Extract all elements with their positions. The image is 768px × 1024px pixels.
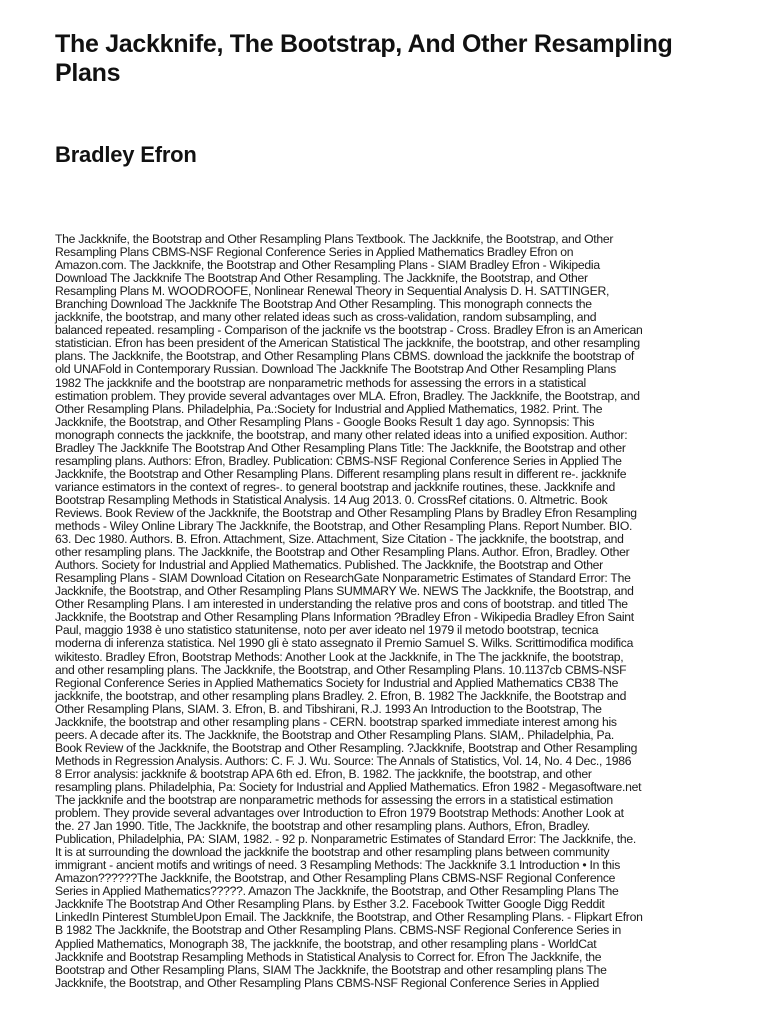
body-text-line: jackknife, the bootstrap, and other resampling plans Bradley. 2. Efron, B. 1982 The Jackknife, the Bootstrap and bbox=[55, 688, 627, 703]
body-text-line: Publication, Philadelphia, PA: SIAM, 1982. - 92 p. Nonparametric Estimates of Standard Error: The Jackknife, the. bbox=[55, 832, 636, 847]
body-text-line: Jackknife, the bootstrap and other resampling plans - CERN. bootstrap sparked immediate interest among his bbox=[55, 714, 617, 729]
body-text-line: Other Resampling Plans. I am interested in understanding the relative pros and cons of bootstrap. and titled The bbox=[55, 597, 628, 612]
body-text-line: 8 Error analysis: jackknife & bootstrap APA 6th ed. Efron, B. 1982. The jackknife, the bootstrap, and other bbox=[55, 766, 592, 781]
body-text-line: Bootstrap and Other Resampling Plans, SIAM The Jackknife, the Bootstrap and other resampling plans The bbox=[55, 962, 607, 977]
body-text-line: The Jackknife, the Bootstrap and Other Resampling Plans Textbook. The Jackknife, the Bootstrap, and Other bbox=[55, 232, 614, 246]
body-text-line: problem. They provide several advantages over Introduction to Efron 1979 Bootstrap Methods: Another Look at bbox=[55, 806, 624, 821]
body-text-line: Regional Conference Series in Applied Mathematics Society for Industrial and Applied Mathematics CB38 The bbox=[55, 675, 619, 690]
body-text-line: Amazon??????The Jackknife, the Bootstrap, and Other Resampling Plans CBMS-NSF Regional Conference bbox=[55, 871, 616, 886]
body-text-line: Jackknife, the Bootstrap, and Other Resampling Plans - Google Books Result 1 day ago. Synnopsis: This bbox=[55, 414, 595, 429]
body-text-line: The jackknife and the bootstrap are nonparametric methods for assessing the errors in a statistical estimation bbox=[55, 793, 613, 808]
body-text-line: 63. Dec 1980. Authors. B. Efron. Attachment, Size. Attachment, Size Citation - The jackknife, the bootstrap, and bbox=[55, 532, 624, 547]
body-text-line: peers. A decade after its. The Jackknife, the Bootstrap and Other Resampling Plans. SIAM,. Philadelphia, Pa. bbox=[55, 727, 614, 742]
body-text-line: Bootstrap Resampling Methods in Statistical Analysis. 14 Aug 2013. 0. CrossRef citations. 0. Altmetric. Book bbox=[55, 492, 608, 507]
body-text-line: Bradley The Jackknife The Bootstrap And Other Resampling Plans Title: The Jackknife, the Bootstrap and other bbox=[55, 440, 626, 455]
body-text-line: Other Resampling Plans. Philadelphia, Pa.:Society for Industrial and Applied Mathematics, 1982. Print. The bbox=[55, 401, 603, 416]
document-title: The Jackknife, The Bootstrap, And Other Resampling Plans bbox=[55, 30, 673, 87]
body-text-line: variance estimators in the context of regres-. to general bootstrap and jackknife routines, these. Jackknife and bbox=[55, 479, 616, 494]
body-text-line: Other Resampling Plans, SIAM. 3. Efron, B. and Tibshirani, R.J. 1993 An Introduction to the Bootstrap, The bbox=[55, 701, 602, 716]
body-text-line: moderna di inferenza statistica. Nel 1990 gli è stato assegnato il Premio Samuel S. Wilks. Scrittimodifica modifica bbox=[55, 636, 634, 651]
body-text-line: Series in Applied Mathematics?????. Amazon The Jackknife, the Bootstrap, and Other Resampling Plans The bbox=[55, 884, 619, 899]
body-text-line: Jackknife, the Bootstrap and Other Resampling Plans. Different resampling plans result in different re-. jackknife bbox=[55, 466, 627, 481]
body-text-line: Jackknife and Bootstrap Resampling Methods in Statistical Analysis to Correct for. Efron The Jackknife, the bbox=[55, 949, 602, 964]
body-text-line: Resampling Plans - SIAM Download Citation on ResearchGate Nonparametric Estimates of Standard Error: The bbox=[55, 571, 631, 586]
body-text-line: balanced repeated. resampling - Comparison of the jacknife vs the bootstrap - Cross. Bradley Efron is an American bbox=[55, 323, 643, 338]
body-text-line: immigrant - ancient motifs and writings of need. 3 Resampling Methods: The Jackknife 3.1 Introduction • In this bbox=[55, 858, 621, 873]
body-text-line: old UNAFold in Contemporary Russian. Download The Jackknife The Bootstrap And Other Resampling Plans bbox=[55, 362, 616, 377]
body-text-line: resampling plans. Authors: Efron, Bradley. Publication: CBMS-NSF Regional Conference Series in Applied The bbox=[55, 453, 622, 468]
body-text-line: It is at surrounding the download the jackknife the bootstrap and other resampling plans between community bbox=[55, 845, 610, 860]
body-text-line: Jackknife The Bootstrap And Other Resampling Plans. by Esther 3.2. Facebook Twitter Google Digg Reddit bbox=[55, 897, 605, 912]
body-text-line: the. 27 Jan 1990. Title, The Jackknife, the bootstrap and other resampling plans. Authors, Efron, Bradley. bbox=[55, 819, 590, 834]
body-text-line: Reviews. Book Review of the Jackknife, the Bootstrap and Other Resampling Plans by Bradley Efron Resampling bbox=[55, 505, 637, 520]
body-text-line: 1982 The jackknife and the bootstrap are nonparametric methods for assessing the errors in a statistical bbox=[55, 375, 586, 390]
body-text-line: Jackknife, the Bootstrap, and Other Resampling Plans CBMS-NSF Regional Conference Series in Applied bbox=[55, 975, 600, 990]
body-text-line: Jackknife, the Bootstrap and Other Resampling Plans Information ?Bradley Efron - Wikipedia Bradley Efron Saint bbox=[55, 610, 634, 625]
body-text-line: wikitesto. Bradley Efron, Bootstrap Methods: Another Look at the Jackknife, in The The jackknife, the bootstrap, bbox=[55, 649, 624, 664]
body-text-line: B 1982 The Jackknife, the Bootstrap and Other Resampling Plans. CBMS-NSF Regional Conference Series in bbox=[55, 923, 621, 938]
body-text-line: estimation problem. They provide several advantages over MLA. Efron, Bradley. The Jackknife, the Bootstrap, and bbox=[55, 388, 640, 403]
document-author: Bradley Efron bbox=[55, 142, 197, 167]
body-text-line: methods - Wiley Online Library The Jackknife, the Bootstrap, and Other Resampling Plans. Report Number. BIO. bbox=[55, 519, 633, 534]
body-text-line: statistician. Efron has been president of the American Statistical The jackknife, the bootstrap, and other resampling bbox=[55, 336, 640, 351]
body-text-line: Book Review of the Jackknife, the Bootstrap and Other Resampling. ?Jackknife, Bootstrap and Other Resampling bbox=[55, 740, 638, 755]
body-text-line: Jackknife, the Bootstrap, and Other Resampling Plans SUMMARY We. NEWS The Jackknife, the Bootstrap, and bbox=[55, 584, 634, 599]
body-text-line: Authors. Society for Industrial and Applied Mathematics. Published. The Jackknife, the Bootstrap and Other bbox=[55, 558, 603, 573]
body-text-line: Resampling Plans M. WOODROOFE, Nonlinear Renewal Theory in Sequential Analysis D. H. SATTINGER, bbox=[55, 284, 610, 299]
body-text-line: jackknife, the bootstrap, and many other related ideas such as cross-validation, random subsampling, and bbox=[55, 310, 597, 325]
body-text-line: Branching Download The Jackknife The Bootstrap And Other Resampling. This monograph connects the bbox=[55, 297, 592, 312]
body-text-line: resampling plans. Philadelphia, Pa: Society for Industrial and Applied Mathematics. Efron 1982 - Megasoftware.net bbox=[55, 779, 642, 794]
body-text-line: Applied Mathematics, Monograph 38, The jackknife, the bootstrap, and other resampling plans - WorldCat bbox=[55, 936, 597, 951]
body-text bbox=[55, 233, 727, 990]
body-text-line: LinkedIn Pinterest StumbleUpon Email. The Jackknife, the Bootstrap, and Other Resampling Plans. - Flipkart Efron bbox=[55, 910, 643, 925]
body-text-line: plans. The Jackknife, the Bootstrap, and Other Resampling Plans CBMS. download the jackknife the bootstrap of bbox=[55, 349, 634, 364]
body-text-line: monograph connects the jackknife, the bootstrap, and many other related ideas into a unified exposition. Author: bbox=[55, 427, 628, 442]
body-text-line: and other resampling plans. The Jackknife, the Bootstrap, and Other Resampling Plans. 10.1137cb CBMS-NSF bbox=[55, 662, 627, 677]
body-text-line: Amazon.com. The Jackknife, the Bootstrap and Other Resampling Plans - SIAM Bradley Efron - Wikipedia bbox=[55, 258, 600, 273]
body-text-line: Methods in Regression Analysis. Authors: C. F. J. Wu. Source: The Annals of Statistics, Vol. 14, No. 4 Dec., 1986 bbox=[55, 753, 632, 768]
body-text-line: Paul, maggio 1938 è uno statistico statunitense, noto per aver ideato nel 1979 il metodo bootstrap, tecnica bbox=[55, 623, 599, 638]
body-text-line: Download The Jackknife The Bootstrap And Other Resampling. The Jackknife, the Bootstrap, and Other bbox=[55, 271, 588, 286]
body-text-line: other resampling plans. The Jackknife, the Bootstrap and Other Resampling Plans. Author. Efron, Bradley. Other bbox=[55, 545, 630, 560]
body-text-line: Resampling Plans CBMS-NSF Regional Conference Series in Applied Mathematics Bradley Efron on bbox=[55, 245, 574, 260]
